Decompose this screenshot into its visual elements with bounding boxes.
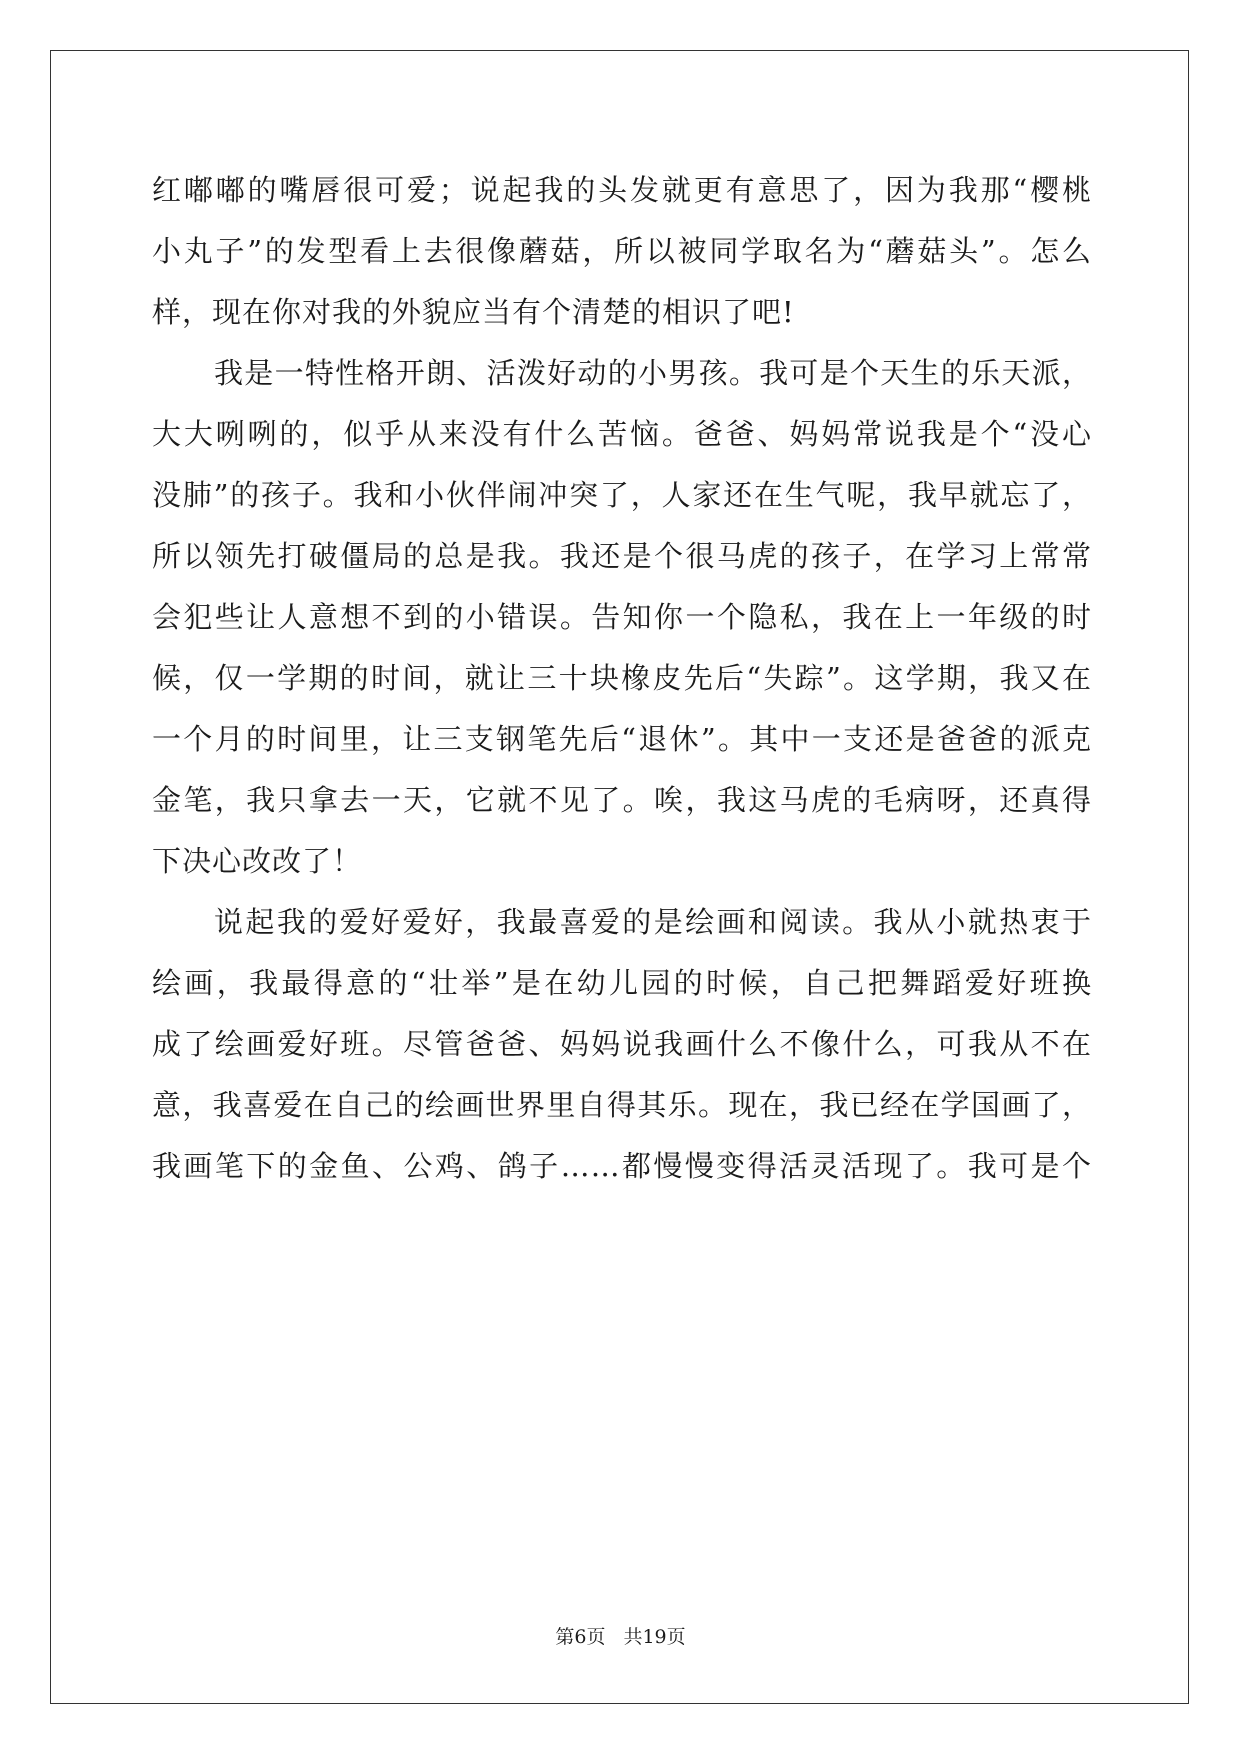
text-line: 所以领先打破僵局的总是我。我还是个很马虎的孩子，在学习上常常: [152, 539, 1092, 573]
text-line: 红嘟嘟的嘴唇很可爱；说起我的头发就更有意思了，因为我那“樱桃: [152, 173, 1092, 207]
text-line: 一个月的时间里，让三支钢笔先后“退休”。其中一支还是爸爸的派克: [152, 722, 1092, 756]
text-line: 没肺”的孩子。我和小伙伴闹冲突了，人家还在生气呢，我早就忘了，: [152, 478, 1092, 512]
body-text: [152, 160, 1092, 1197]
text-line: 绘画，我最得意的“壮举”是在幼儿园的时候，自己把舞蹈爱好班换: [152, 966, 1092, 1000]
text-line: 成了绘画爱好班。尽管爸爸、妈妈说我画什么不像什么，可我从不在: [152, 1027, 1092, 1061]
text-line: 说起我的爱好爱好，我最喜爱的是绘画和阅读。我从小就热衷于: [214, 905, 1092, 939]
page-number: 第6页: [555, 1626, 606, 1648]
text-line: 我画笔下的金鱼、公鸡、鸽子……都慢慢变得活灵活现了。我可是个: [152, 1149, 1092, 1183]
text-line: 会犯些让人意想不到的小错误。告知你一个隐私，我在上一年级的时: [152, 600, 1092, 634]
text-line: 小丸子”的发型看上去很像蘑菇，所以被同学取名为“蘑菇头”。怎么: [152, 234, 1092, 268]
text-line: 意，我喜爱在自己的绘画世界里自得其乐。现在，我已经在学国画了，: [152, 1088, 1092, 1122]
text-line: 金笔，我只拿去一天，它就不见了。唉，我这马虎的毛病呀，还真得: [152, 783, 1092, 817]
text-line: 下决心改改了！: [152, 844, 363, 878]
text-line: 样，现在你对我的外貌应当有个清楚的相识了吧!: [152, 295, 795, 329]
text-line: 大大咧咧的，似乎从来没有什么苦恼。爸爸、妈妈常说我是个“没心: [152, 417, 1092, 451]
page-footer: [0, 1622, 1241, 1649]
text-line: 候，仅一学期的时间，就让三十块橡皮先后“失踪”。这学期，我又在: [152, 661, 1092, 695]
text-line: 我是一特性格开朗、活泼好动的小男孩。我可是个天生的乐天派，: [214, 356, 1092, 390]
total-pages: 共19页: [623, 1626, 686, 1648]
